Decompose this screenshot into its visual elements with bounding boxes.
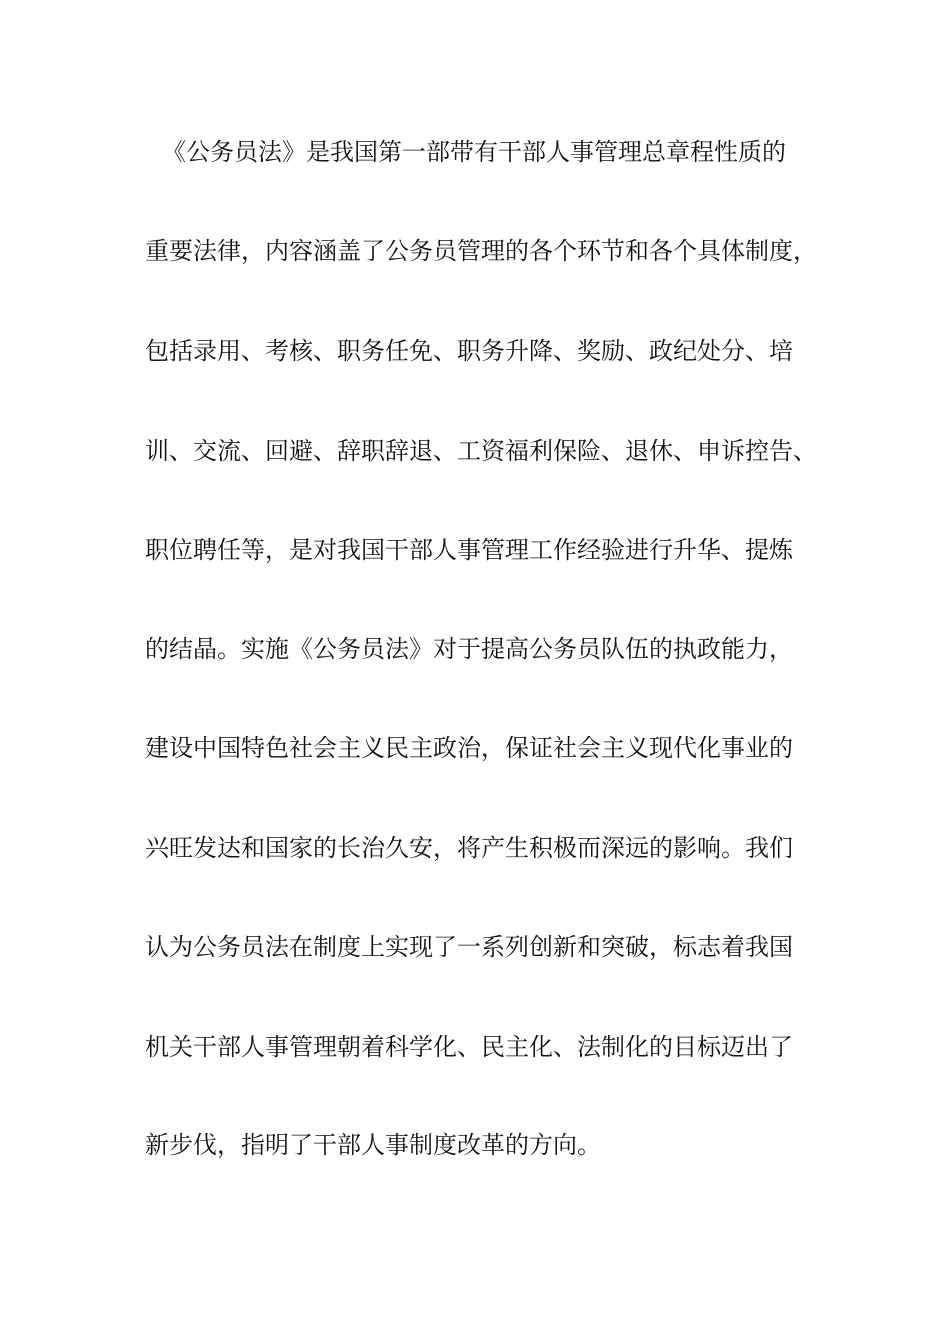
paragraph-line-9: 认为公务员法在制度上实现了一系列创新和突破，标志着我国: [145, 933, 793, 961]
paragraph-line-10: 机关干部人事管理朝着科学化、民主化、法制化的目标迈出了: [145, 1033, 793, 1061]
paragraph-line-11: 新步伐，指明了干部人事制度改革的方向。: [145, 1131, 601, 1159]
paragraph-line-4: 训、交流、回避、辞职辞退、工资福利保险、退休、申诉控告、: [145, 437, 817, 465]
paragraph-line-5: 职位聘任等，是对我国干部人事管理工作经验进行升华、提炼: [145, 536, 793, 564]
paragraph-line-6: 的结晶。实施《公务员法》对于提高公务员队伍的执政能力，: [145, 635, 793, 663]
paragraph-line-1: 《公务员法》是我国第一部带有干部人事管理总章程性质的: [162, 138, 786, 166]
paragraph-line-8: 兴旺发达和国家的长治久安，将产生积极而深远的影响。我们: [145, 834, 793, 862]
paragraph-line-3: 包括录用、考核、职务任免、职务升降、奖励、政纪处分、培: [145, 337, 793, 365]
paragraph-line-2: 重要法律，内容涵盖了公务员管理的各个环节和各个具体制度，: [145, 237, 817, 265]
paragraph-line-7: 建设中国特色社会主义民主政治，保证社会主义现代化事业的: [145, 734, 793, 762]
